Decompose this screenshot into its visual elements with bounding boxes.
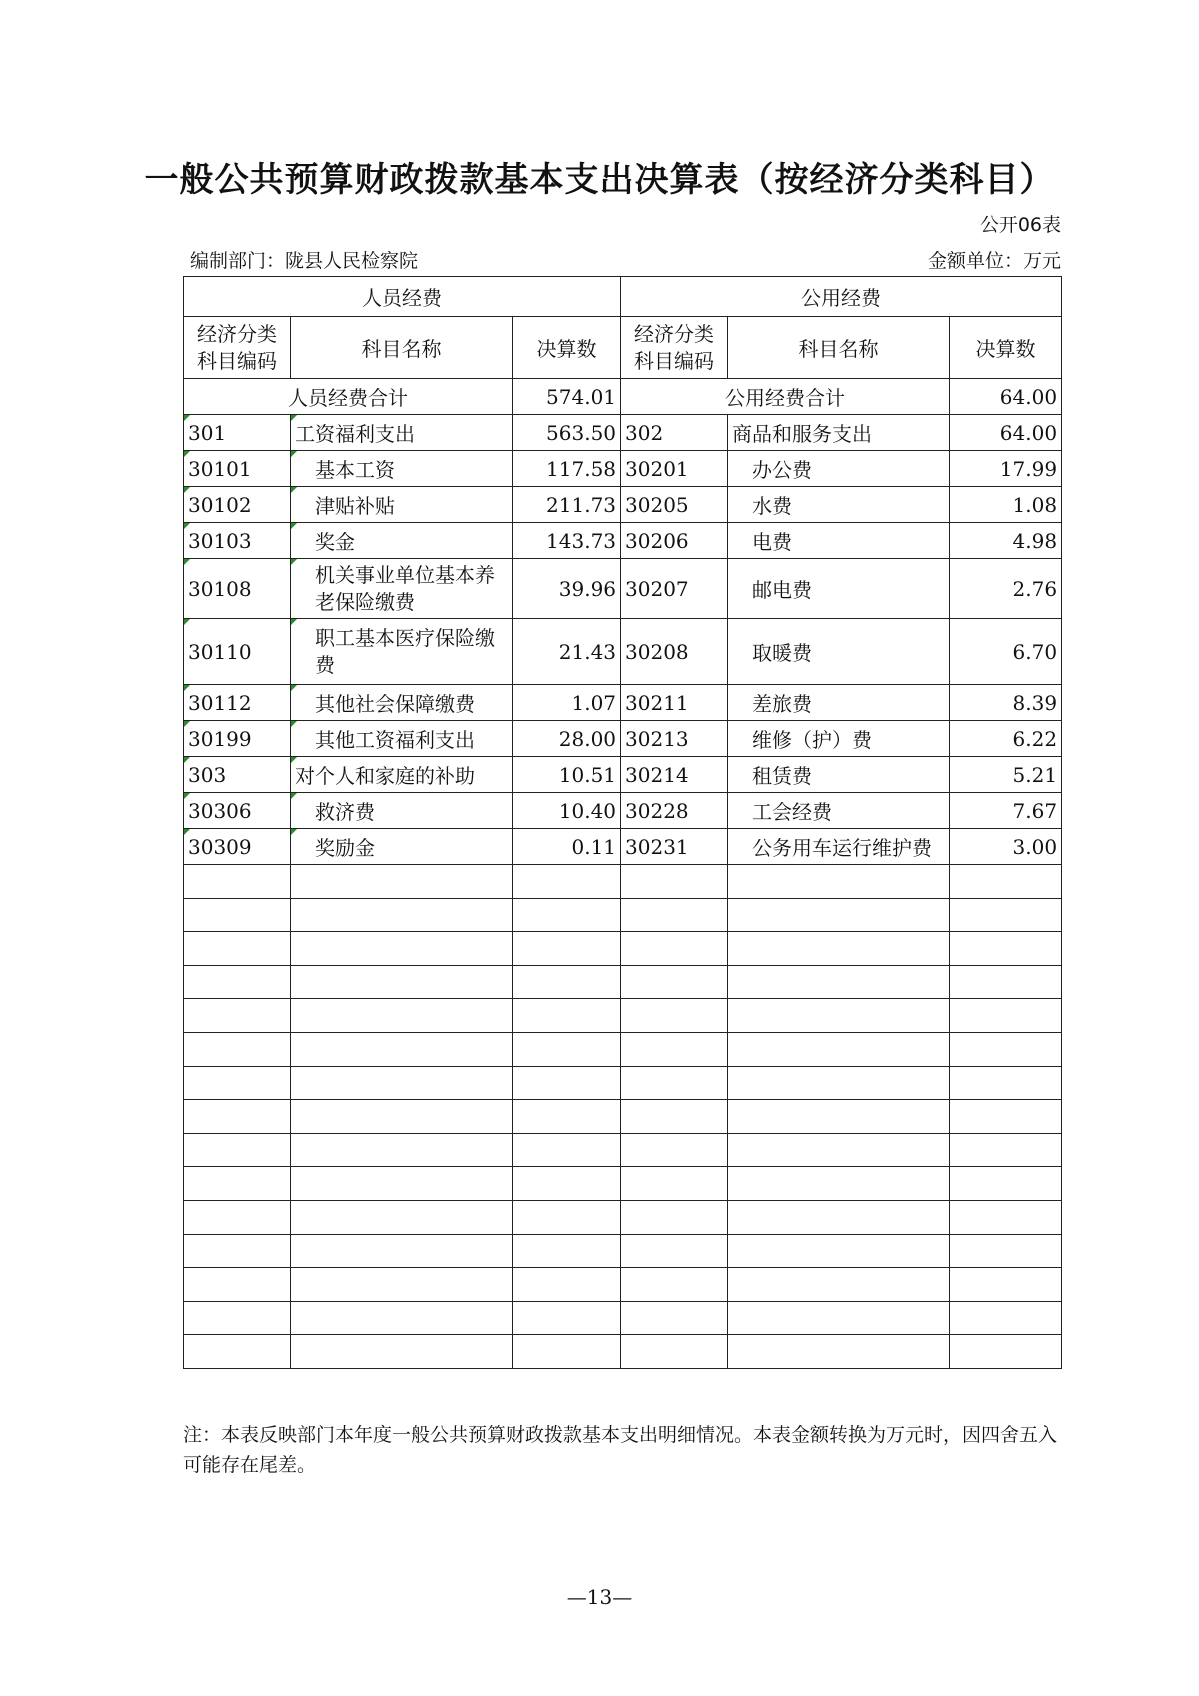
empty-cell — [950, 999, 1062, 1033]
personnel-name-cell: 其他社会保障缴费 — [291, 685, 513, 721]
personnel-name-cell: 救济费 — [291, 793, 513, 829]
personnel-name-cell: 对个人和家庭的补助 — [291, 757, 513, 793]
empty-cell — [184, 1335, 291, 1369]
table-row — [184, 415, 1062, 451]
empty-row — [184, 1100, 1062, 1134]
empty-cell — [184, 932, 291, 966]
empty-cell — [513, 1100, 621, 1134]
public-name-cell: 邮电费 — [728, 559, 950, 619]
personnel-amount-cell: 21.43 — [513, 619, 621, 685]
empty-row — [184, 1335, 1062, 1369]
group-header-row — [184, 277, 1062, 317]
personnel-total-label: 人员经费合计 — [184, 379, 513, 415]
table-row — [184, 757, 1062, 793]
personnel-code-cell: 30102 — [184, 487, 291, 523]
public-code-cell: 30213 — [621, 721, 728, 757]
empty-cell — [728, 1301, 950, 1335]
empty-cell — [184, 898, 291, 932]
personnel-amount-cell: 563.50 — [513, 415, 621, 451]
public-total-value: 64.00 — [950, 379, 1062, 415]
empty-cell — [728, 1335, 950, 1369]
empty-cell — [291, 1066, 513, 1100]
empty-cell — [291, 1133, 513, 1167]
empty-cell — [621, 865, 728, 899]
empty-row — [184, 865, 1062, 899]
empty-cell — [184, 1032, 291, 1066]
empty-cell — [728, 932, 950, 966]
empty-cell — [291, 965, 513, 999]
personnel-code-cell: 301 — [184, 415, 291, 451]
empty-cell — [291, 1268, 513, 1302]
empty-cell — [291, 1100, 513, 1134]
empty-cell — [728, 1066, 950, 1100]
empty-cell — [950, 932, 1062, 966]
public-code-header: 经济分类科目编码 — [621, 317, 728, 379]
empty-cell — [184, 1133, 291, 1167]
public-amount-cell: 2.76 — [950, 559, 1062, 619]
empty-row — [184, 965, 1062, 999]
table-row — [184, 685, 1062, 721]
empty-row — [184, 1301, 1062, 1335]
table-row — [184, 523, 1062, 559]
empty-cell — [621, 1066, 728, 1100]
personnel-amount-cell: 0.11 — [513, 829, 621, 865]
public-amount-cell: 6.70 — [950, 619, 1062, 685]
public-name-cell: 取暖费 — [728, 619, 950, 685]
empty-cell — [728, 1133, 950, 1167]
personnel-name-cell: 奖励金 — [291, 829, 513, 865]
expenditure-table — [183, 276, 1062, 1369]
public-header: 公用经费 — [621, 277, 1062, 317]
empty-row — [184, 1133, 1062, 1167]
empty-cell — [291, 1032, 513, 1066]
personnel-name-cell: 其他工资福利支出 — [291, 721, 513, 757]
empty-cell — [291, 898, 513, 932]
empty-cell — [621, 932, 728, 966]
empty-cell — [621, 965, 728, 999]
public-name-cell: 租赁费 — [728, 757, 950, 793]
public-name-cell: 差旅费 — [728, 685, 950, 721]
column-header-row — [184, 317, 1062, 379]
empty-cell — [728, 1268, 950, 1302]
empty-cell — [513, 1234, 621, 1268]
empty-cell — [621, 1200, 728, 1234]
empty-cell — [291, 865, 513, 899]
empty-row — [184, 1167, 1062, 1201]
empty-cell — [950, 1268, 1062, 1302]
personnel-name-cell: 奖金 — [291, 523, 513, 559]
personnel-amount-cell: 211.73 — [513, 487, 621, 523]
personnel-code-cell: 30110 — [184, 619, 291, 685]
public-name-cell: 维修（护）费 — [728, 721, 950, 757]
empty-row — [184, 1268, 1062, 1302]
public-amount-header: 决算数 — [950, 317, 1062, 379]
page-number: —13— — [566, 1585, 633, 1609]
personnel-code-cell: 30108 — [184, 559, 291, 619]
personnel-name-header: 科目名称 — [291, 317, 513, 379]
empty-cell — [291, 1335, 513, 1369]
empty-cell — [291, 1200, 513, 1234]
empty-cell — [184, 1200, 291, 1234]
personnel-code-header: 经济分类科目编码 — [184, 317, 291, 379]
public-amount-cell: 6.22 — [950, 721, 1062, 757]
public-amount-cell: 1.08 — [950, 487, 1062, 523]
personnel-code-cell: 30103 — [184, 523, 291, 559]
empty-cell — [621, 1133, 728, 1167]
empty-cell — [513, 1335, 621, 1369]
empty-cell — [621, 999, 728, 1033]
empty-cell — [513, 865, 621, 899]
public-total-label: 公用经费合计 — [621, 379, 950, 415]
empty-cell — [950, 1167, 1062, 1201]
empty-cell — [184, 1167, 291, 1201]
public-code-cell: 30201 — [621, 451, 728, 487]
personnel-code-cell: 30306 — [184, 793, 291, 829]
empty-cell — [621, 1234, 728, 1268]
empty-cell — [513, 1066, 621, 1100]
personnel-amount-cell: 117.58 — [513, 451, 621, 487]
empty-cell — [950, 1335, 1062, 1369]
empty-cell — [184, 1268, 291, 1302]
empty-cell — [184, 865, 291, 899]
public-code-cell: 30211 — [621, 685, 728, 721]
empty-cell — [950, 1301, 1062, 1335]
empty-cell — [950, 1234, 1062, 1268]
personnel-name-cell: 机关事业单位基本养老保险缴费 — [291, 559, 513, 619]
public-name-cell: 工会经费 — [728, 793, 950, 829]
empty-cell — [621, 1100, 728, 1134]
empty-cell — [513, 999, 621, 1033]
empty-cell — [513, 1301, 621, 1335]
empty-cell — [621, 1335, 728, 1369]
empty-cell — [291, 1301, 513, 1335]
personnel-amount-cell: 10.51 — [513, 757, 621, 793]
empty-cell — [621, 1167, 728, 1201]
personnel-name-cell: 津贴补贴 — [291, 487, 513, 523]
empty-cell — [728, 898, 950, 932]
footnote: 注：本表反映部门本年度一般公共预算财政拨款基本支出明细情况。本表金额转换为万元时，因四舍五入可能存在尾差。 — [183, 1424, 1058, 1476]
empty-cell — [950, 898, 1062, 932]
empty-cell — [513, 1133, 621, 1167]
empty-row — [184, 1066, 1062, 1100]
personnel-amount-header: 决算数 — [513, 317, 621, 379]
personnel-code-cell: 30112 — [184, 685, 291, 721]
personnel-amount-cell: 10.40 — [513, 793, 621, 829]
meta-row — [190, 246, 1061, 273]
page-title: 一般公共预算财政拨款基本支出决算表（按经济分类科目） — [144, 160, 1055, 200]
empty-cell — [513, 1167, 621, 1201]
public-name-cell: 商品和服务支出 — [728, 415, 950, 451]
personnel-code-cell: 30199 — [184, 721, 291, 757]
public-name-cell: 办公费 — [728, 451, 950, 487]
personnel-amount-cell: 1.07 — [513, 685, 621, 721]
totals-row — [184, 379, 1062, 415]
empty-cell — [291, 1167, 513, 1201]
public-code-cell: 302 — [621, 415, 728, 451]
public-code-cell: 30228 — [621, 793, 728, 829]
personnel-name-cell: 工资福利支出 — [291, 415, 513, 451]
empty-cell — [950, 1133, 1062, 1167]
personnel-code-cell: 303 — [184, 757, 291, 793]
public-code-cell: 30231 — [621, 829, 728, 865]
empty-row — [184, 1200, 1062, 1234]
table-row — [184, 619, 1062, 685]
public-code-cell: 30214 — [621, 757, 728, 793]
empty-cell — [621, 1032, 728, 1066]
empty-cell — [950, 965, 1062, 999]
empty-cell — [950, 865, 1062, 899]
empty-row — [184, 1032, 1062, 1066]
empty-cell — [513, 898, 621, 932]
empty-cell — [184, 1066, 291, 1100]
empty-cell — [513, 1032, 621, 1066]
empty-cell — [291, 999, 513, 1033]
public-amount-cell: 7.67 — [950, 793, 1062, 829]
personnel-amount-cell: 28.00 — [513, 721, 621, 757]
empty-cell — [621, 898, 728, 932]
empty-cell — [184, 999, 291, 1033]
empty-cell — [291, 932, 513, 966]
unit-label: 金额单位：万元 — [927, 250, 1061, 272]
table-row — [184, 829, 1062, 865]
empty-cell — [950, 1100, 1062, 1134]
empty-cell — [728, 1100, 950, 1134]
personnel-name-cell: 基本工资 — [291, 451, 513, 487]
public-amount-cell: 64.00 — [950, 415, 1062, 451]
public-amount-cell: 5.21 — [950, 757, 1062, 793]
empty-cell — [621, 1268, 728, 1302]
empty-cell — [728, 1200, 950, 1234]
personnel-amount-cell: 143.73 — [513, 523, 621, 559]
empty-row — [184, 932, 1062, 966]
empty-cell — [291, 1234, 513, 1268]
public-code-cell: 30208 — [621, 619, 728, 685]
empty-cell — [950, 1032, 1062, 1066]
empty-row — [184, 1234, 1062, 1268]
empty-cell — [950, 1200, 1062, 1234]
empty-cell — [728, 1234, 950, 1268]
public-name-cell: 水费 — [728, 487, 950, 523]
empty-cell — [184, 965, 291, 999]
personnel-name-cell: 职工基本医疗保险缴费 — [291, 619, 513, 685]
empty-cell — [621, 1301, 728, 1335]
empty-row — [184, 999, 1062, 1033]
empty-cell — [950, 1066, 1062, 1100]
table-row — [184, 451, 1062, 487]
table-row — [184, 793, 1062, 829]
table-row — [184, 487, 1062, 523]
empty-cell — [513, 1200, 621, 1234]
public-code-cell: 30205 — [621, 487, 728, 523]
public-name-cell: 电费 — [728, 523, 950, 559]
public-name-cell: 公务用车运行维护费 — [728, 829, 950, 865]
public-amount-cell: 4.98 — [950, 523, 1062, 559]
personnel-total-value: 574.01 — [513, 379, 621, 415]
empty-cell — [184, 1234, 291, 1268]
public-amount-cell: 17.99 — [950, 451, 1062, 487]
empty-cell — [184, 1301, 291, 1335]
table-row — [184, 559, 1062, 619]
personnel-header: 人员经费 — [184, 277, 621, 317]
personnel-code-cell: 30101 — [184, 451, 291, 487]
personnel-code-cell: 30309 — [184, 829, 291, 865]
public-code-cell: 30207 — [621, 559, 728, 619]
department-label: 编制部门：陇县人民检察院 — [190, 250, 419, 272]
public-code-cell: 30206 — [621, 523, 728, 559]
public-name-header: 科目名称 — [728, 317, 950, 379]
public-amount-cell: 3.00 — [950, 829, 1062, 865]
empty-cell — [513, 932, 621, 966]
empty-row — [184, 898, 1062, 932]
empty-cell — [513, 1268, 621, 1302]
empty-cell — [184, 1100, 291, 1134]
empty-cell — [728, 865, 950, 899]
table-code: 公开06表 — [979, 214, 1061, 236]
empty-cell — [728, 1032, 950, 1066]
public-amount-cell: 8.39 — [950, 685, 1062, 721]
personnel-amount-cell: 39.96 — [513, 559, 621, 619]
empty-cell — [728, 999, 950, 1033]
table-row — [184, 721, 1062, 757]
empty-cell — [728, 965, 950, 999]
empty-cell — [513, 965, 621, 999]
empty-cell — [728, 1167, 950, 1201]
